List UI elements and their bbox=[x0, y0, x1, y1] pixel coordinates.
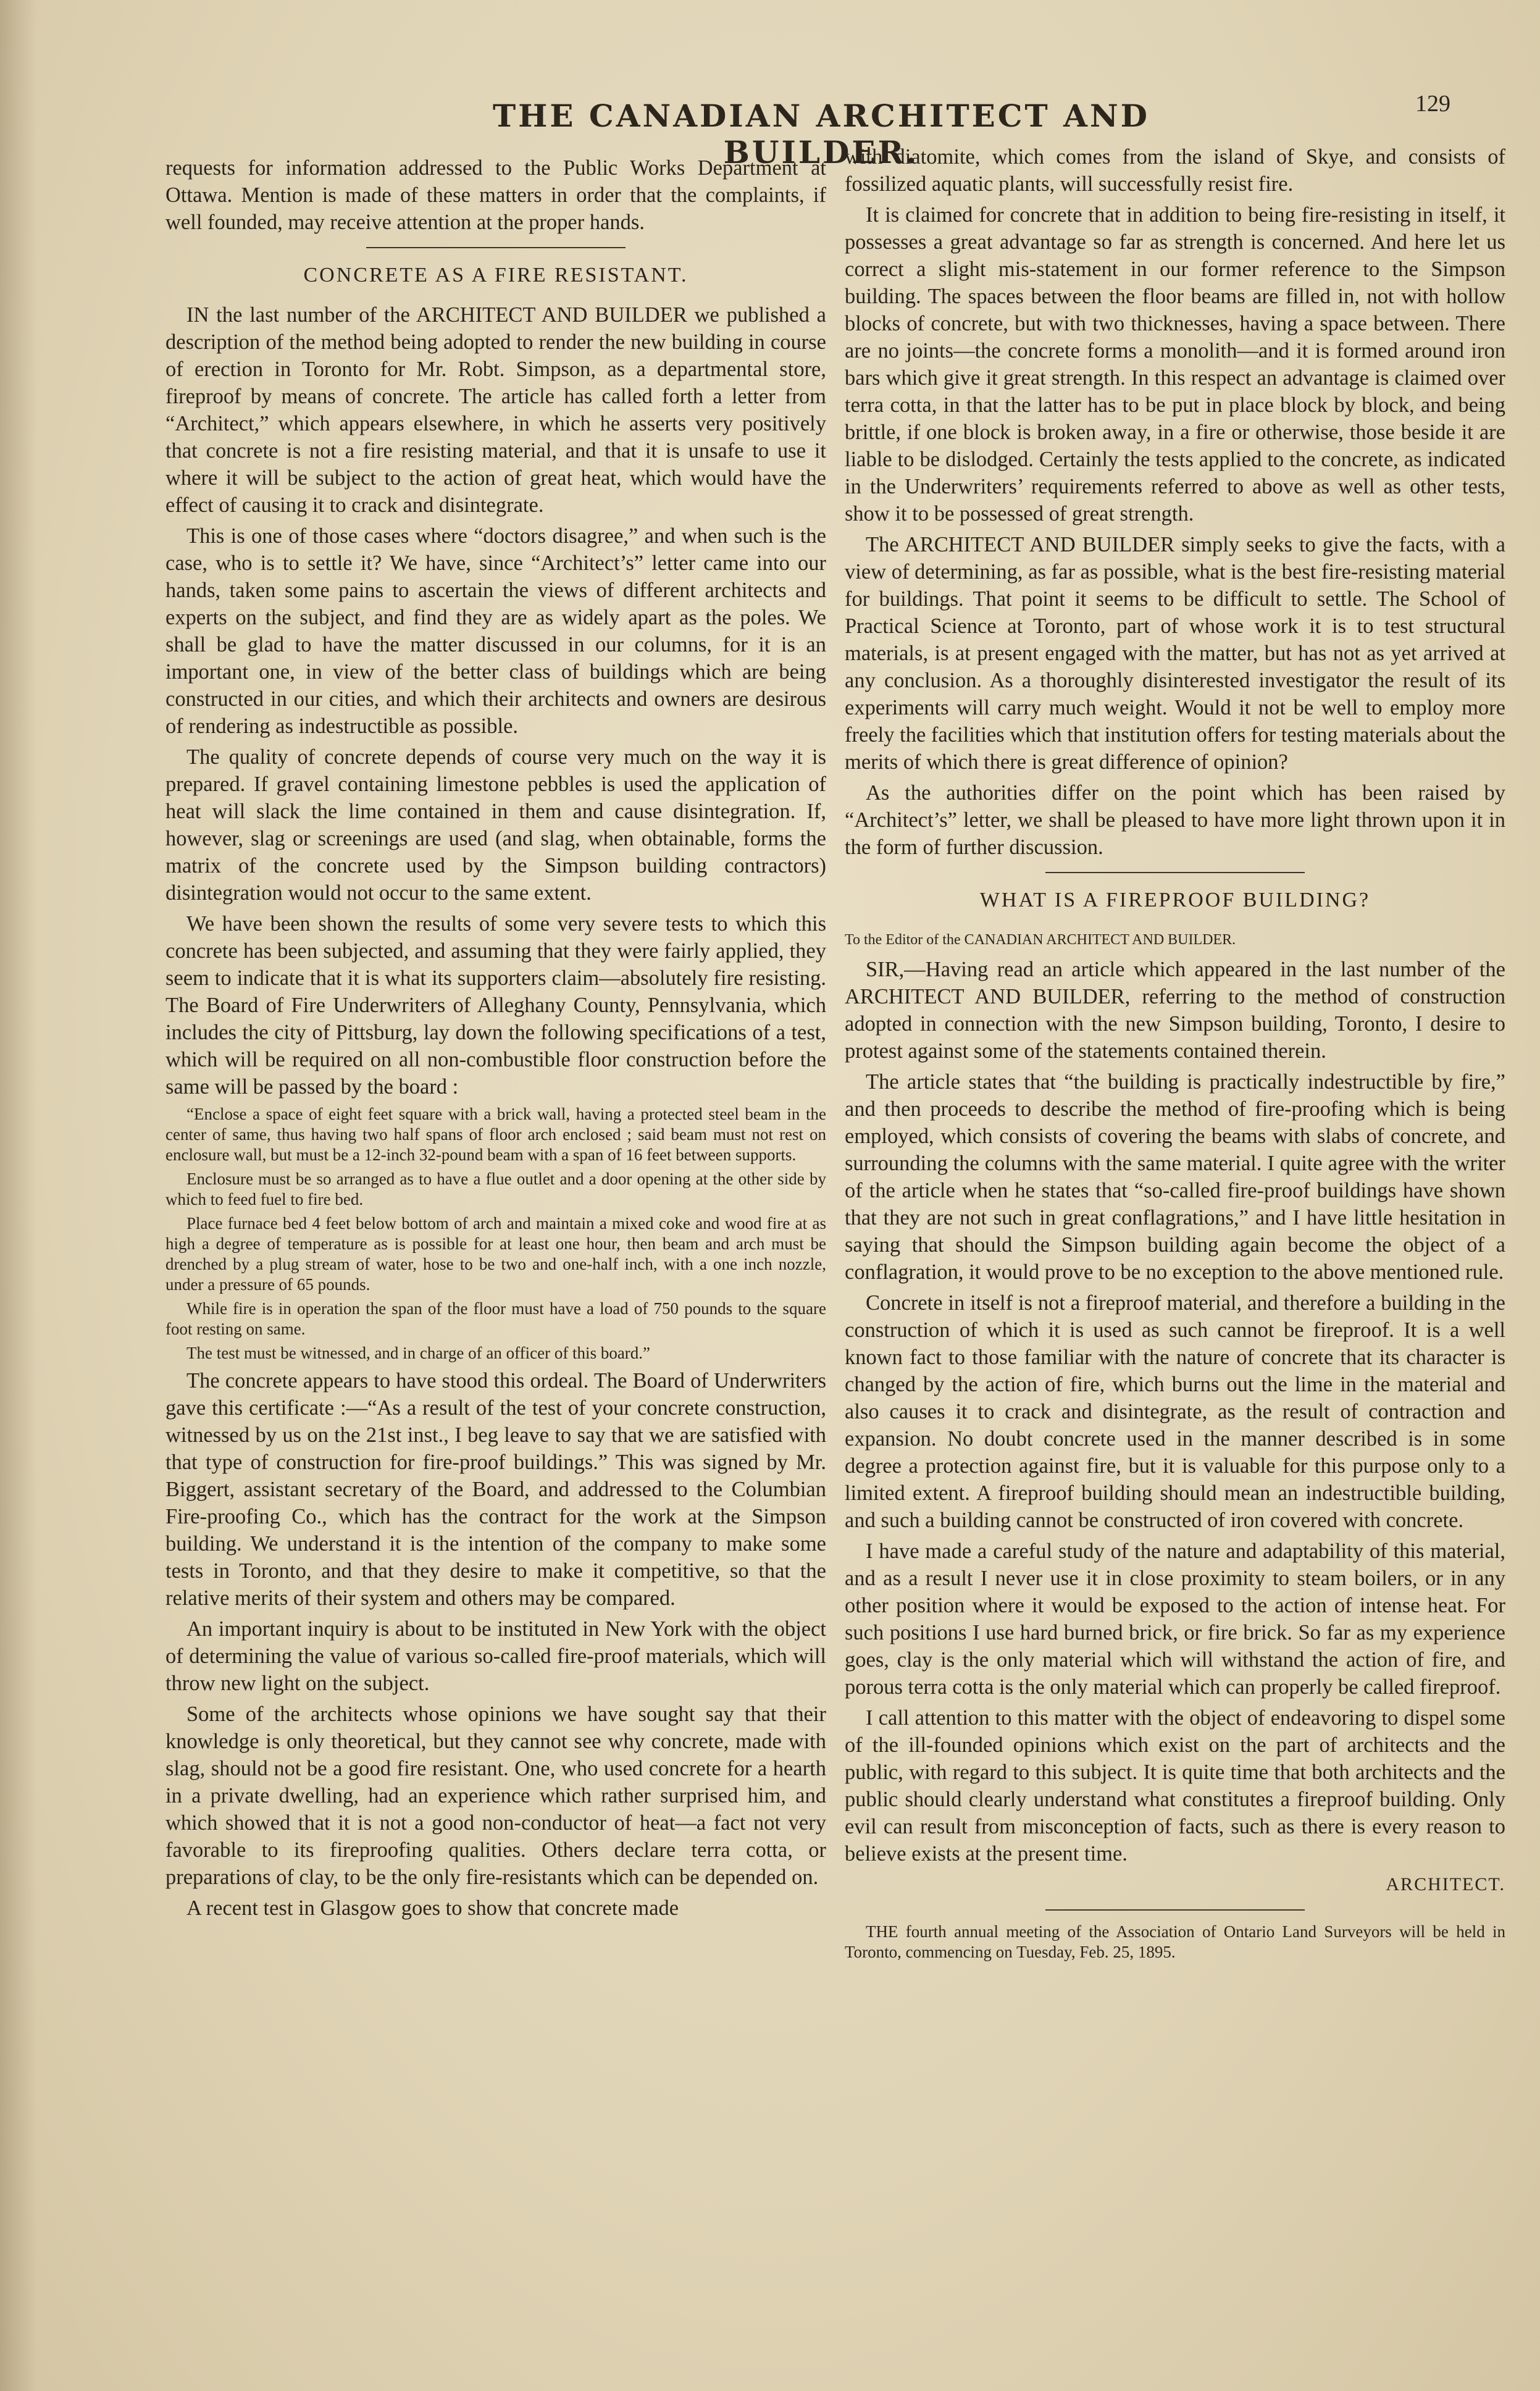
article-paragraph: An important inquiry is about to be instituted in New York with the object of determining the value of various so-called fire-proof materials, which will throw new light on the subject. bbox=[165, 1617, 826, 1695]
article-heading-fireproof: WHAT IS A FIREPROOF BUILDING? bbox=[979, 889, 1371, 911]
letter-paragraph: Concrete in itself is not a fireproof material, and therefore a building in the construction of which it is used as such cannot be fireproof. It is a well known fact to those familiar with the nature of concrete that its character is changed by the action of fire, which burns out the lime in the material and also causes it to crack and disintegrate, as the result of contraction and expansion. No doubt concrete used in the manner described is in some degree a protection against fire, but it is valuable for this purpose only to a limited extent. A fireproof building should mean an indestructible building, and such a building cannot be constructed of iron covered with concrete. bbox=[845, 1291, 1505, 1532]
article-paragraph: It is claimed for concrete that in addition to being fire-resisting in itself, it possesses a great advantage so far as strength is concerned. And here let us correct a slight mis-statement in our former reference to the Simpson building. The spaces between the floor beams are filled in, not with hollow blocks of concrete, but with two thicknesses, having a space between. There are no joints—the concrete forms a monolith—and it is formed around iron bars which give it great strength. In this respect an advantage is claimed over terra cotta, in that the latter has to be put in place block by block, and being brittle, if one block is broken away, in a fire or otherwise, those beside it are liable to be dislodged. Certainly the tests applied to the concrete, as indicated in the Underwriters’ requirements referred to above as well as other tests, show it to be possessed of great strength. bbox=[845, 203, 1505, 526]
quoted-specification: The test must be witnessed, and in charge of an officer of this board.” bbox=[186, 1344, 651, 1362]
quoted-specification: Place furnace bed 4 feet below bottom of arch and maintain a mixed coke and wood fire at as high a degree of temperature as is possible for at least one hour, then beam and arch must be drenched by a plug stream of water, hose to be two and one-half inch, with a one inch nozzle, under a pressure of 65 pounds. bbox=[165, 1214, 826, 1294]
section-divider bbox=[366, 247, 626, 248]
letter-salutation-line: To the Editor of the CANADIAN ARCHITECT AND BUILDER. bbox=[845, 932, 1236, 948]
article-paragraph: A recent test in Glasgow goes to show that concrete made bbox=[186, 1896, 679, 1920]
article-paragraph: The ARCHITECT AND BUILDER simply seeks to give the facts, with a view of determining, as far as possible, what is the best fire-resisting material for buildings. That point it seems to be difficult to settle. The School of Practical Science at Toronto, part of whose work it is to test structural materials, is at present engaged with the matter, but has not as yet arrived at any conclusion. As a thoroughly disinterested investigator the result of its experiments will carry much weight. Would it not be well to employ more freely the facilities which that institution offers for testing materials about the merits of which there is great difference of opinion? bbox=[845, 533, 1505, 774]
left-column bbox=[165, 154, 826, 2353]
quoted-specification: “Enclose a space of eight feet square with a brick wall, having a protected steel beam in the center of same, thus having two half spans of floor arch enclosed ; said beam must not rest on enclosure wall, but must be a 12-inch 32-pound beam with a span of 16 feet between supports. bbox=[165, 1105, 826, 1164]
letter-paragraph: I have made a careful study of the nature and adaptability of this material, and as a result I never use it in close proximity to steam boilers, or in any other position where it would be exposed to the action of intense heat. For such positions I use hard burned brick, or fire brick. So far as my experience goes, clay is the only material which will withstand the action of fire, and porous terra cotta is the only material which can properly be called fireproof. bbox=[845, 1539, 1505, 1699]
article-paragraph: We have been shown the results of some very severe tests to which this concrete has been subjected, and assuming that they were fairly applied, they seem to indicate that it is what its supporters claim—absolutely fire resisting. The Board of Fire Underwriters of Alleghany County, Pennsylvania, which includes the city of Pittsburg, lay down the following specifications of a test, which will be required on all non-combustible floor construction before the same will be passed by the board : bbox=[165, 912, 826, 1099]
letter-paragraph: I call attention to this matter with the object of endeavoring to dispel some of the ill-founded opinions which exist on the part of architects and the public, with regard to this subject. It is quite time that both architects and the public should clearly understand what constitutes a fireproof building. Only evil can result from misconception of facts, such as there is every reason to believe exists at the present time. bbox=[845, 1706, 1505, 1865]
article-paragraph: IN the last number of the ARCHITECT AND BUILDER we published a description of the method being adopted to render the new building in course of erection in Toronto for Mr. Robt. Simpson, as a departmental store, fireproof by means of concrete. The article has called forth a letter from “Architect,” which appears elsewhere, in which he asserts very positively that concrete is not a fire resisting material, and that it is unsafe to use it where it will be subject to the action of great heat, which would have the effect of causing it to crack and disintegrate. bbox=[165, 303, 826, 517]
letter-paragraph: The article states that “the building is practically indestructible by fire,” and then proceeds to describe the method of fire-proofing which is being employed, which consists of covering the beams with slabs of concrete, and surrounding the columns with the same material. I quite agree with the writer of the article when he states that “so-called fire-proof buildings have shown that they are not such in great conflagrations,” and I have little hesitation in saying that should the Simpson building again become the object of a conflagration, it would prove to be no exception to the above mentioned rule. bbox=[845, 1070, 1505, 1284]
binding-shadow bbox=[0, 0, 37, 2391]
article-heading-concrete: CONCRETE AS A FIRE RESISTANT. bbox=[303, 264, 688, 287]
article-paragraph: The concrete appears to have stood this ordeal. The Board of Underwriters gave this certificate :—“As a result of the test of your concrete construction, witnessed by us on the 21st inst., I beg leave to say that we are satisfied with that type of construction for fire-proof buildings.” This was signed by Mr. Biggert, assistant secretary of the Board, and addressed to the Columbian Fire-proofing Co., which has the contract for the work at the Simpson building. We understand it is the intention of the company to make some tests in Toronto, and that they desire to make it competitive, so that the relative merits of their system and others may be compared. bbox=[165, 1369, 826, 1610]
letter-paragraph: SIR,—Having read an article which appeared in the last number of the ARCHITECT AND BUILDER, referring to the method of construction adopted in connection with the new Simpson building, Toronto, I desire to protest against some of the statements contained therein. bbox=[845, 958, 1505, 1063]
intro-paragraph: requests for information addressed to the Public Works Department at Ottawa. Mention is made of these matters in order that the complaints, if well founded, may receive attention at the proper hands. bbox=[165, 156, 826, 234]
quoted-specification: While fire is in operation the span of the floor must have a load of 750 pounds to the square foot resting on same. bbox=[165, 1299, 826, 1338]
quoted-specification: Enclosure must be so arranged as to have a flue outlet and a door opening at the other side by which to feed fuel to fire bed. bbox=[165, 1170, 826, 1208]
section-divider bbox=[1045, 872, 1305, 873]
meeting-notice: THE fourth annual meeting of the Association of Ontario Land Surveyors will be held in Toronto, commencing on Tuesday, Feb. 25, 1895. bbox=[845, 1922, 1505, 1961]
masthead-title: THE CANADIAN ARCHITECT AND BUILDER. bbox=[492, 98, 1150, 170]
article-paragraph: The quality of concrete depends of course very much on the way it is prepared. If gravel containing limestone pebbles is used the application of heat will slack the lime contained in them and cause disintegration. If, however, slag or screenings are used (and slag, when obtainable, forms the matrix of the concrete used by the Simpson building contractors) disintegration would not occur to the same extent. bbox=[165, 745, 826, 905]
article-paragraph: This is one of those cases where “doctors disagree,” and when such is the case, who is to settle it? We have, since “Architect’s” letter came into our hands, taken some pains to ascertain the views of different architects and experts on the subject, and find they are as widely apart as the poles. We shall be glad to have the matter discussed in our columns, for it is an important one, in view of the better class of buildings which are being constructed in our cities, and which their architects and owners are desirous of rendering as indestructible as possible. bbox=[165, 524, 826, 738]
section-divider bbox=[1045, 1909, 1305, 1911]
article-paragraph: As the authorities differ on the point which has been raised by “Architect’s” letter, we shall be pleased to have more light thrown upon it in the form of further discussion. bbox=[845, 781, 1505, 859]
right-column bbox=[845, 143, 1505, 2342]
letter-signature: ARCHITECT. bbox=[1386, 1874, 1505, 1895]
article-paragraph: Some of the architects whose opinions we have sought say that their knowledge is only theoretical, but they cannot see why concrete, made with slag, should not be a good fire resistant. One, who used concrete for a hearth in a private dwelling, had an experience which rather surprised him, and which showed that it is not a good non-conductor of heat—a fact not very favorable to its fireproofing qualities. Others declare terra cotta, or preparations of clay, to be the only fire-resistants which can be depended on. bbox=[165, 1702, 826, 1889]
article-paragraph: with diatomite, which comes from the island of Skye, and consists of fossilized aquatic plants, will successfully resist fire. bbox=[845, 145, 1505, 196]
page-number: 129 bbox=[1415, 91, 1450, 117]
